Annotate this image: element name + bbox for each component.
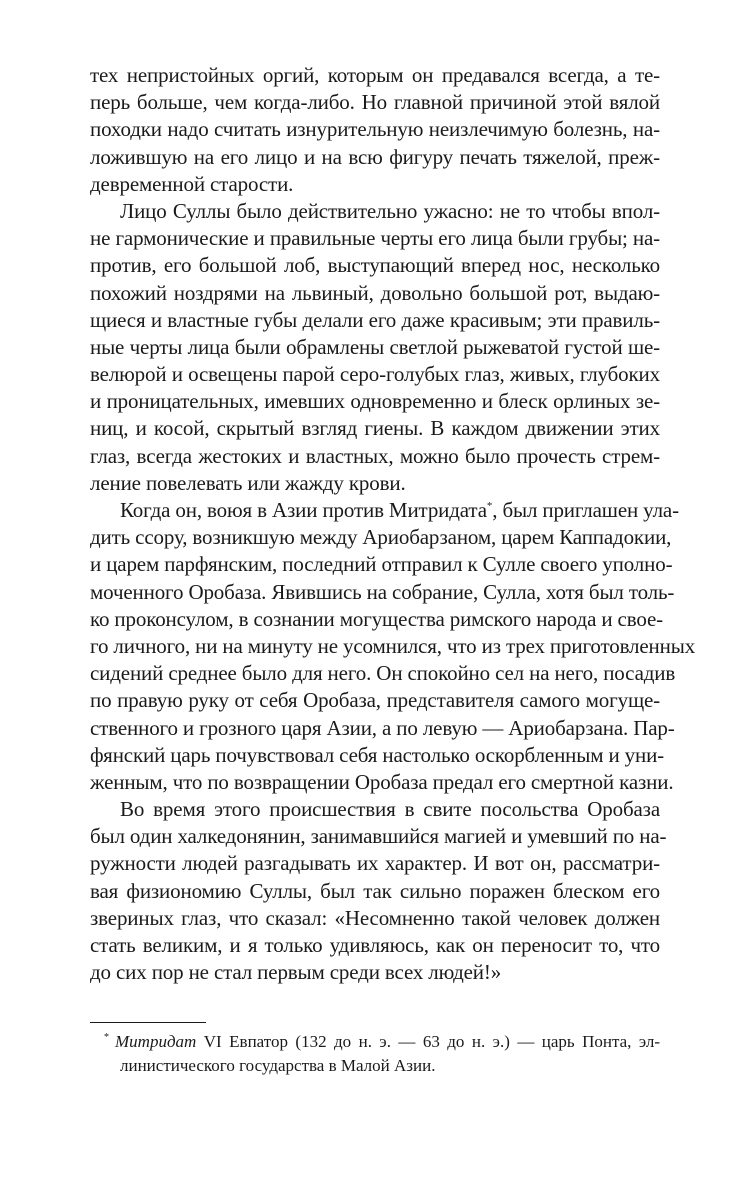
- text-line: ложившую на его лицо и на всю фигуру печать тяжелой, преж-: [90, 144, 660, 169]
- text-line: до сих пор не стал первым среди всех людей!»: [90, 960, 502, 985]
- footnote-term: Митридат: [115, 1032, 197, 1051]
- text-line: похожий ноздрями на львиный, довольно большой рот, выдаю-: [90, 280, 660, 305]
- text-line: тех непристойных оргий, которым он предавался всегда, а те-: [90, 63, 660, 87]
- text-line: был один халкедонянин, занимавшийся магией и умевший по на-: [90, 824, 667, 849]
- text-line: сидений среднее было для него. Он спокойно сел на него, посадив: [90, 661, 676, 686]
- text-line: ниц, и косой, скрытый взгляд гиены. В каждом движении этих: [90, 416, 660, 441]
- text-line: фянский царь почувствовал себя настолько оскорбленным и уни-: [90, 742, 664, 767]
- footnote-divider: [90, 1022, 206, 1023]
- text-line: вая физиономию Суллы, был так сильно поражен блеском его: [90, 878, 660, 903]
- footnote-text: VI Евпатор (132 до н. э. — 63 до н. э.) — царь Понта, эл-: [196, 1032, 660, 1051]
- paragraph-3: [90, 497, 696, 796]
- text-line: дить ссору, возникшую между Ариобарзаном, царем Каппадокии,: [90, 525, 672, 550]
- text-line: не гармонические и правильные черты его лица были грубы; на-: [90, 226, 660, 251]
- text-line: и проницательных, имевших одновременно и блеск орлиных зе-: [90, 389, 660, 414]
- text-line: ко проконсулом, в сознании могущества римского народа и свое-: [90, 606, 663, 631]
- paragraph-2: [90, 198, 660, 497]
- text-line: велюрой и освещены парой серо-голубых глаз, живых, глубоких: [90, 362, 660, 387]
- text-line: и царем парфянским, последний отправил к Сулле своего уполно-: [90, 552, 673, 577]
- text-line: походки надо считать изнурительную неизлечимую болезнь, на-: [90, 117, 660, 142]
- text-line: Во время этого происшествия в свите посольства Оробаза: [120, 797, 660, 822]
- text-line: девременной старости.: [90, 171, 294, 196]
- footnote-mark: *: [104, 1032, 109, 1044]
- paragraph-4: [90, 796, 667, 986]
- text-line: глаз, всегда жестоких и властных, можно было прочесть стрем-: [90, 443, 660, 468]
- text-line: против, его большой лоб, выступающий вперед нос, несколько: [90, 253, 660, 278]
- text-line: ление повелевать или жажду крови.: [90, 470, 406, 495]
- text-line: женным, что по возвращении Оробаза предал его смертной казни.: [90, 769, 674, 794]
- footnote-line: [104, 1030, 660, 1054]
- text-line: по правую руку от себя Оробаза, представителя самого могуще-: [90, 688, 660, 713]
- footnote: [104, 1030, 660, 1078]
- main-text: [90, 62, 696, 986]
- text-fragment: Когда он, воюя в Азии против Митридата: [120, 498, 487, 522]
- text-line: ружности людей разгадывать их характер. И вот он, рассматри-: [90, 851, 660, 876]
- text-fragment: , был приглашен ула-: [492, 498, 679, 522]
- footnote-reference-mark: *: [486, 500, 493, 512]
- text-line: стать великим, и я только удивляюсь, как он переносит то, что: [90, 933, 660, 957]
- text-line: ные черты лица были обрамлены светлой рыжеватой густой ше-: [90, 334, 660, 359]
- paragraph-1: [90, 62, 660, 198]
- text-line: Лицо Суллы было действительно ужасно: не то чтобы впол-: [120, 198, 660, 223]
- text-line: моченного Оробаза. Явившись на собрание, Сулла, хотя был толь-: [90, 579, 675, 604]
- text-line: [90, 497, 679, 524]
- text-line: щиеся и властные губы делали его даже красивым; эти правиль-: [90, 307, 660, 332]
- text-line: перь больше, чем когда-либо. Но главной причиной этой вялой: [90, 90, 660, 115]
- text-line: ственного и грозного царя Азии, а по левую — Ариобарзана. Пар-: [90, 715, 675, 740]
- text-line: го личного, ни на минуту не усомнился, что из трех приготовленных: [90, 633, 696, 658]
- text-line: звериных глаз, что сказал: «Несомненно такой человек должен: [90, 905, 660, 930]
- footnote-line: линистического государства в Малой Азии.: [120, 1056, 436, 1075]
